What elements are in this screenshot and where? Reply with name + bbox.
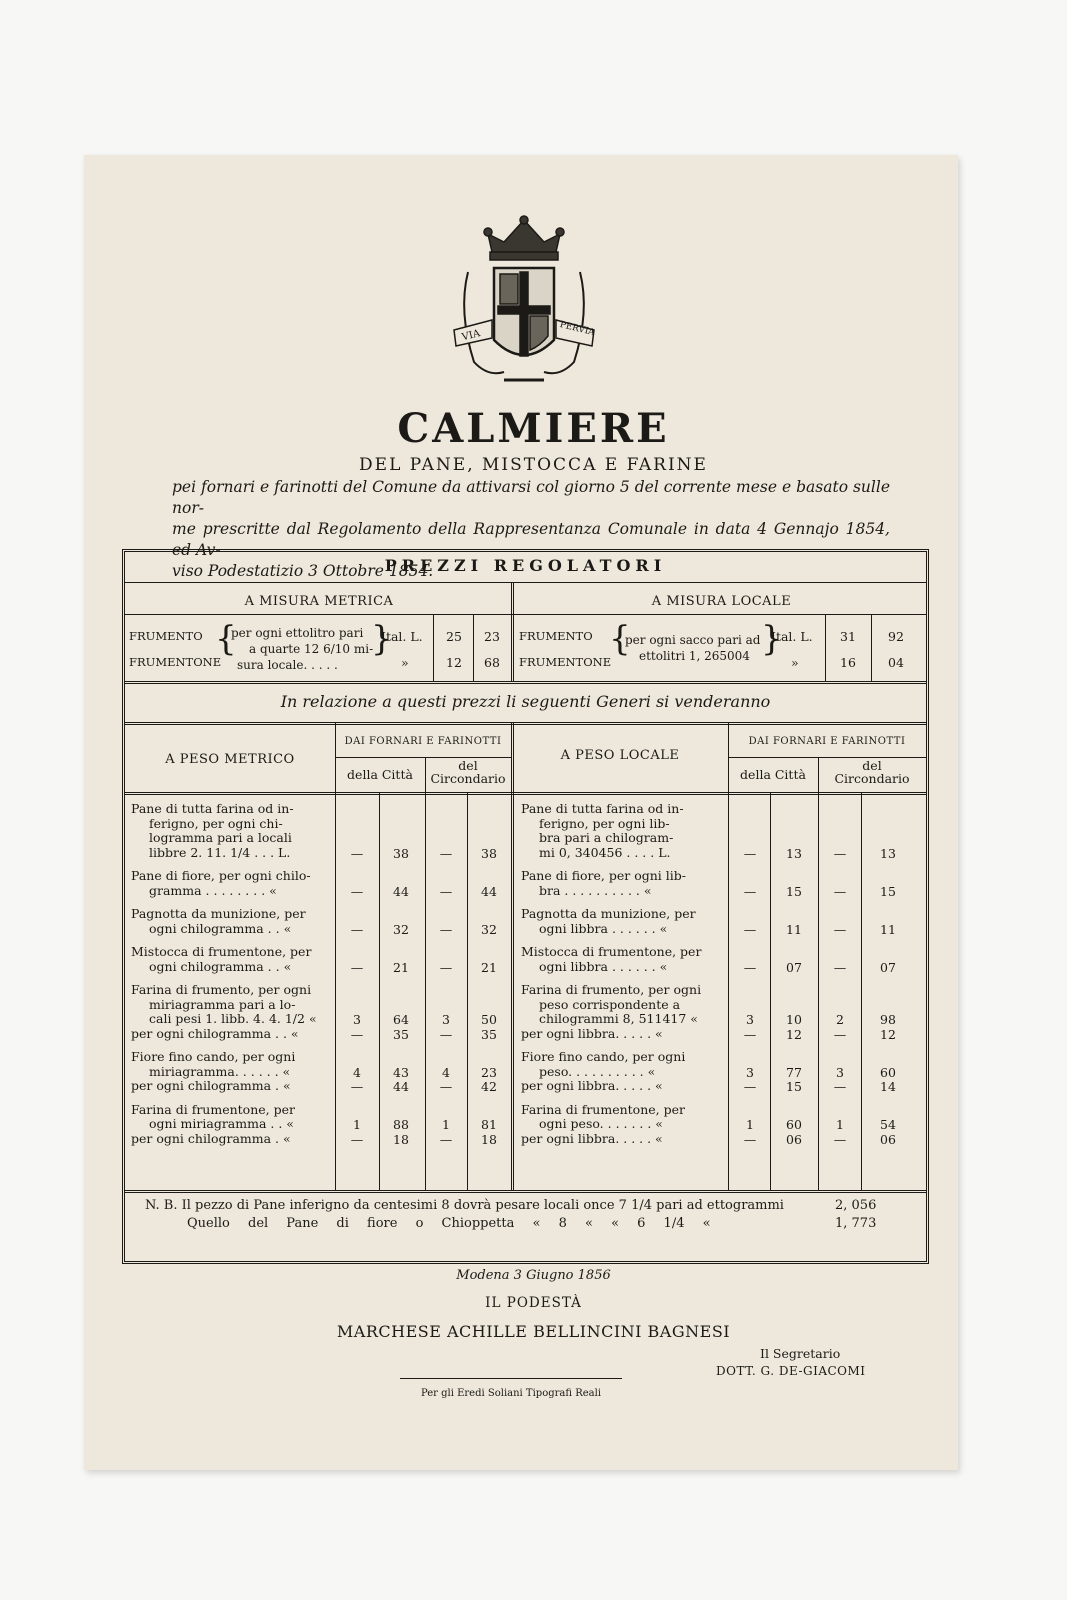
- local-city-header: della Città: [740, 767, 806, 782]
- header-line: del: [458, 758, 478, 773]
- metric-value-cell: —: [350, 921, 364, 937]
- local-value-cell: 3: [746, 1064, 754, 1080]
- local-value-cell: 60: [880, 1064, 896, 1080]
- local-value-cell: 11: [786, 921, 802, 937]
- desc-line: peso. . . . . . . . . . «: [539, 1063, 656, 1079]
- page-subtitle: DEL PANE, MISTOCCA E FARINE: [359, 455, 708, 475]
- intro-line: pei fornari e farinotti del Comune da attivarsi col giorno 5 del corrente mese e basato sulle nor-: [172, 478, 890, 517]
- metric-value-cell: 21: [481, 959, 497, 975]
- desc-line: bra pari a chilogram-: [539, 830, 674, 845]
- relation-line: In relazione a questi prezzi li seguenti Generi si venderanno: [280, 692, 771, 711]
- local-value-cell: 15: [786, 883, 802, 899]
- metric-frumento-cent: 23: [484, 629, 500, 644]
- local-value-cell: 14: [880, 1079, 896, 1094]
- desc-line: ogni chilogramma . . «: [149, 920, 292, 936]
- local-value-cell: —: [833, 883, 847, 899]
- local-sellers-header: DAI FORNARI E FARINOTTI: [748, 736, 906, 747]
- metric-value-cell: —: [439, 1079, 453, 1094]
- header-line: Circondario: [834, 771, 910, 786]
- note-line-1: [145, 1198, 784, 1213]
- metric-city-header: della Città: [347, 767, 413, 782]
- metric-item-desc: [131, 945, 311, 974]
- metric-district-header: [425, 759, 511, 785]
- desc-line: peso corrispondente a: [539, 996, 681, 1012]
- prices-title: PREZZI REGOLATORI: [384, 556, 667, 575]
- local-item-desc: [521, 802, 684, 860]
- local-value-cell: —: [743, 921, 757, 937]
- metric-value-cell: 4: [442, 1064, 450, 1080]
- metric-value-cell: 4: [353, 1064, 361, 1080]
- header-line: del: [862, 758, 882, 773]
- desc-line: Farina di frumento, per ogni: [521, 982, 702, 997]
- local-value-cell: 54: [880, 1117, 896, 1132]
- local-weight-header: A PESO LOCALE: [560, 748, 680, 763]
- metric-value-cell: —: [350, 845, 364, 861]
- printer-credit: Per gli Eredi Soliani Tipografi Reali: [420, 1388, 602, 1399]
- desc-line: Mistocca di frumentone, per: [131, 944, 312, 959]
- desc-line: libbre 2. 11. 1/4 . . . L.: [149, 844, 291, 860]
- mayor-title: IL PODESTÀ: [485, 1295, 582, 1311]
- local-item-desc: [521, 1103, 685, 1147]
- metric-value-cell: —: [350, 883, 364, 899]
- local-ditto: »: [791, 655, 799, 670]
- desc-line: logramma pari a locali: [149, 830, 292, 845]
- local-value-cell: 06: [786, 1131, 802, 1147]
- desc-line: Farina di frumentone, per: [521, 1101, 685, 1117]
- brace-icon: }: [371, 619, 393, 659]
- secretary-title: Il Segretario: [760, 1346, 841, 1361]
- metric-value-cell: 18: [481, 1131, 497, 1147]
- metric-value-cell: 44: [481, 883, 497, 899]
- local-item-desc: [521, 983, 701, 1041]
- desc-line: Pane di tutta farina od in-: [131, 801, 294, 816]
- desc-line: Mistocca di frumentone, per: [521, 944, 702, 959]
- note-line-2: Quello del Pane di fiore o Chioppetta « 8 « « 6 1/4 «: [187, 1216, 711, 1231]
- metric-value-cell: 50: [481, 1012, 497, 1027]
- local-value-cell: —: [743, 1079, 757, 1094]
- desc-line: Pane di tutta farina od in-: [521, 801, 684, 816]
- local-value-cell: 13: [786, 845, 802, 861]
- local-value-cell: 60: [786, 1117, 802, 1132]
- brace-icon: {: [609, 619, 631, 659]
- desc-line: chilogrammi 8, 511417 «: [539, 1011, 698, 1026]
- desc-line: ettolitri 1, 265004: [639, 649, 750, 663]
- local-frumentone-cent: 04: [888, 655, 904, 670]
- local-value-cell: —: [743, 845, 757, 861]
- desc-line: Pagnotta da munizione, per: [521, 906, 696, 921]
- local-value-cell: 12: [786, 1026, 802, 1042]
- brace-icon: }: [761, 619, 783, 659]
- desc-line: Pane di fiore, per ogni lib-: [521, 868, 686, 883]
- metric-value-cell: 38: [393, 845, 409, 861]
- desc-line: Pane di fiore, per ogni chilo-: [131, 868, 311, 883]
- metric-grain-1: FRUMENTO: [129, 629, 203, 643]
- local-value-cell: —: [743, 1131, 757, 1147]
- divider: [400, 1378, 622, 1379]
- local-value-cell: —: [833, 921, 847, 937]
- note-value-1: 2, 056: [835, 1198, 877, 1213]
- crest-ribbon-left: VIA: [460, 328, 482, 344]
- desc-line: per ogni sacco pari ad: [625, 633, 761, 647]
- local-value-cell: —: [743, 883, 757, 899]
- metric-value-cell: 44: [393, 883, 409, 899]
- local-value-cell: 3: [836, 1064, 844, 1080]
- desc-line: per ogni libbra. . . . . «: [521, 1078, 663, 1093]
- desc-line: ferigno, per ogni chi-: [149, 815, 283, 831]
- mayor-name: MARCHESE ACHILLE BELLINCINI BAGNESI: [336, 1322, 731, 1341]
- metric-value-cell: 43: [393, 1064, 409, 1080]
- local-value-cell: 07: [880, 959, 896, 975]
- metric-value-cell: 35: [481, 1026, 497, 1042]
- metric-value-cell: 81: [481, 1117, 497, 1132]
- desc-line: miriagramma. . . . . . «: [149, 1063, 291, 1079]
- metric-sellers-header: DAI FORNARI E FARINOTTI: [344, 736, 502, 747]
- desc-line: bra . . . . . . . . . . «: [539, 882, 652, 898]
- desc-line: sura locale. . . . .: [237, 658, 338, 672]
- local-value-cell: 98: [880, 1012, 896, 1027]
- metric-weight-header: A PESO METRICO: [165, 752, 295, 767]
- desc-line: Farina di frumentone, per: [131, 1101, 295, 1117]
- desc-line: Fiore fino cando, per ogni: [131, 1049, 296, 1064]
- local-measure-header: A MISURA LOCALE: [651, 594, 792, 609]
- desc-line: mi 0, 340456 . . . . L.: [539, 844, 671, 860]
- local-value-cell: —: [743, 1026, 757, 1042]
- desc-line: cali pesi 1. libb. 4. 4. 1/2 «: [149, 1011, 317, 1026]
- metric-value-cell: 23: [481, 1064, 497, 1080]
- desc-line: ogni libbra . . . . . . «: [539, 920, 668, 936]
- metric-ditto: »: [401, 655, 409, 670]
- local-value-cell: 1: [746, 1117, 754, 1132]
- local-grain-2: FRUMENTONE: [519, 655, 612, 669]
- metric-item-desc: [131, 1103, 295, 1147]
- metric-value-cell: —: [350, 1131, 364, 1147]
- desc-line: Pagnotta da munizione, per: [131, 906, 306, 921]
- metric-item-desc: [131, 869, 311, 898]
- desc-line: per ogni ettolitro pari: [231, 626, 364, 640]
- metric-price-desc: [231, 625, 373, 673]
- metric-value-cell: —: [439, 1131, 453, 1147]
- metric-value-cell: —: [439, 921, 453, 937]
- local-value-cell: 07: [786, 959, 802, 975]
- local-frumentone-lire: 16: [840, 655, 856, 670]
- header-line: Circondario: [430, 771, 506, 786]
- metric-frumentone-lire: 12: [446, 655, 462, 670]
- desc-line: per ogni chilogramma . «: [131, 1078, 291, 1093]
- local-grain-1: FRUMENTO: [519, 629, 593, 643]
- desc-line: per ogni chilogramma . «: [131, 1130, 291, 1146]
- local-value-cell: 15: [880, 883, 896, 899]
- local-value-cell: 77: [786, 1064, 802, 1080]
- intro-line: viso Podestatizio 3 Ottobre 1854.: [172, 562, 434, 580]
- local-unit: Ital. L.: [771, 629, 813, 644]
- metric-value-cell: 18: [393, 1131, 409, 1147]
- local-value-cell: —: [833, 1079, 847, 1094]
- desc-line: miriagramma pari a lo-: [149, 996, 296, 1012]
- local-frumento-cent: 92: [888, 629, 904, 644]
- metric-value-cell: 3: [353, 1012, 361, 1027]
- note-text: N. B. Il pezzo di Pane inferigno da centesimi 8 dovrà pesare locali once 7 1/4 pari ad ettogrammi: [145, 1198, 784, 1213]
- desc-line: Fiore fino cando, per ogni: [521, 1049, 686, 1064]
- local-item-desc: [521, 869, 686, 898]
- metric-value-cell: 32: [393, 921, 409, 937]
- local-value-cell: 13: [880, 845, 896, 861]
- metric-frumentone-cent: 68: [484, 655, 500, 670]
- metric-frumento-lire: 25: [446, 629, 462, 644]
- local-value-cell: 3: [746, 1012, 754, 1027]
- metric-value-cell: —: [350, 1079, 364, 1094]
- local-frumento-lire: 31: [840, 629, 856, 644]
- local-district-header: [818, 759, 926, 785]
- metric-value-cell: 42: [481, 1079, 497, 1094]
- secretary-name: DOTT. G. DE-GIACOMI: [716, 1364, 866, 1378]
- desc-line: ogni libbra . . . . . . «: [539, 958, 668, 974]
- local-value-cell: 11: [880, 921, 896, 937]
- crest-ribbon-right: PERVIA: [558, 319, 596, 339]
- local-value-cell: 06: [880, 1131, 896, 1147]
- metric-item-desc: [131, 907, 306, 936]
- desc-line: ogni miriagramma . . «: [149, 1116, 294, 1131]
- metric-item-desc: [131, 1050, 295, 1094]
- metric-value-cell: 21: [393, 959, 409, 975]
- local-item-desc: [521, 1050, 685, 1094]
- metric-item-desc: [131, 983, 317, 1041]
- note-value-2: 1, 773: [835, 1216, 877, 1231]
- desc-line: Farina di frumento, per ogni: [131, 982, 312, 997]
- local-value-cell: 1: [836, 1117, 844, 1132]
- local-value-cell: 2: [836, 1012, 844, 1027]
- desc-line: ogni peso. . . . . . . «: [539, 1116, 663, 1131]
- desc-line: per ogni chilogramma . . «: [131, 1025, 299, 1041]
- metric-value-cell: 38: [481, 845, 497, 861]
- metric-value-cell: —: [439, 1026, 453, 1042]
- metric-value-cell: 64: [393, 1012, 409, 1027]
- desc-line: ferigno, per ogni lib-: [539, 815, 670, 831]
- local-price-desc: [625, 632, 760, 664]
- local-value-cell: —: [833, 1131, 847, 1147]
- document-date: Modena 3 Giugno 1856: [456, 1268, 611, 1283]
- desc-line: gramma . . . . . . . . «: [149, 882, 277, 898]
- coat-of-arms-icon: [448, 212, 600, 388]
- metric-value-cell: 44: [393, 1079, 409, 1094]
- metric-measure-header: A MISURA METRICA: [244, 594, 394, 609]
- local-value-cell: —: [833, 845, 847, 861]
- desc-line: ogni chilogramma . . «: [149, 958, 292, 974]
- metric-value-cell: 88: [393, 1117, 409, 1132]
- local-value-cell: —: [833, 1026, 847, 1042]
- metric-value-cell: —: [350, 959, 364, 975]
- desc-line: per ogni libbra. . . . . «: [521, 1130, 663, 1146]
- local-value-cell: —: [833, 959, 847, 975]
- brace-icon: {: [215, 619, 237, 659]
- desc-line: a quarte 12 6/10 mi-: [249, 642, 374, 656]
- metric-value-cell: 1: [442, 1117, 450, 1132]
- metric-value-cell: 1: [353, 1117, 361, 1132]
- intro-line: me prescritte dal Regolamento della Rappresentanza Comunale in data 4 Gennajo 1854, ed Av-: [172, 520, 890, 559]
- metric-value-cell: —: [439, 845, 453, 861]
- local-value-cell: 15: [786, 1079, 802, 1094]
- page-title: CALMIERE: [397, 405, 670, 452]
- price-table: [122, 549, 929, 1264]
- metric-item-desc: [131, 802, 294, 860]
- local-value-cell: —: [743, 959, 757, 975]
- metric-unit: Ital. L.: [381, 629, 423, 644]
- metric-value-cell: 3: [442, 1012, 450, 1027]
- local-item-desc: [521, 907, 696, 936]
- metric-value-cell: 32: [481, 921, 497, 937]
- local-item-desc: [521, 945, 701, 974]
- metric-value-cell: 35: [393, 1026, 409, 1042]
- metric-grain-2: FRUMENTONE: [129, 655, 222, 669]
- local-value-cell: 10: [786, 1012, 802, 1027]
- desc-line: per ogni libbra. . . . . «: [521, 1025, 663, 1041]
- metric-value-cell: —: [439, 959, 453, 975]
- metric-value-cell: —: [350, 1026, 364, 1042]
- local-value-cell: 12: [880, 1026, 896, 1042]
- metric-value-cell: —: [439, 883, 453, 899]
